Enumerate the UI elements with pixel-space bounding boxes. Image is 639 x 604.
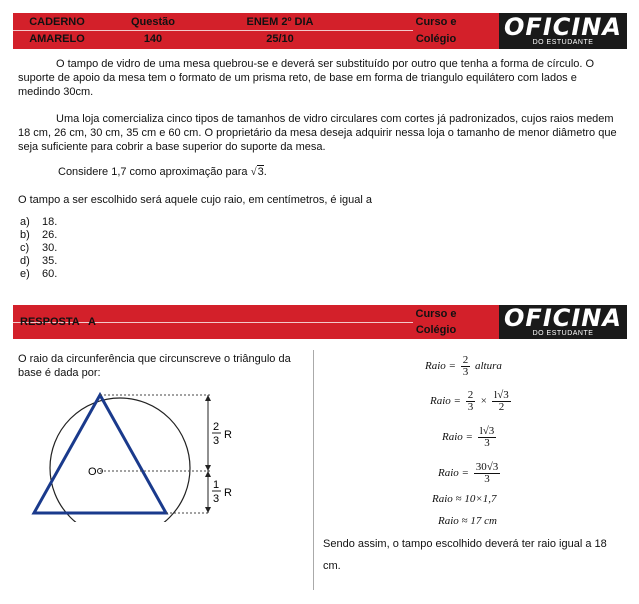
- header-caderno: CADERNO: [29, 16, 85, 28]
- arrow-mid-up: [205, 465, 211, 471]
- answer-curso: Curso e: [415, 308, 457, 320]
- header-divider: [13, 30, 413, 31]
- answer-label: RESPOSTA A: [20, 316, 96, 328]
- header-colegio: Colégio: [415, 33, 457, 45]
- solution-conclusion: Sendo assim, o tampo escolhido deverá ter raio igual a 18 cm.: [323, 538, 607, 572]
- option-d[interactable]: d) 35.: [20, 255, 58, 267]
- triangle-circle-figure: [20, 382, 280, 522]
- arrow-bottom: [205, 507, 211, 513]
- option-b[interactable]: b) 26.: [20, 229, 58, 241]
- bottom-fraction-var: R: [224, 487, 232, 499]
- header-curso: Curso e: [415, 16, 457, 28]
- option-a[interactable]: a) 18.: [20, 216, 58, 228]
- question-prompt: O tampo a ser escolhido será aquele cujo raio, em centímetros, é igual a: [18, 194, 373, 206]
- oficina-logo: OFICINA DO ESTUDANTE: [499, 13, 627, 49]
- header-questao-label: Questão: [130, 16, 175, 28]
- center-label: O: [88, 466, 97, 478]
- header-exam: ENEM 2º DIA: [246, 16, 314, 28]
- circumcircle: [50, 398, 190, 522]
- equation-3: Raio = $\frac{l√3}{3}$: [442, 425, 495, 449]
- header-date: 25/10: [266, 33, 294, 45]
- column-divider: [313, 350, 314, 590]
- equation-6: Raio ≈ 17 cm: [438, 515, 497, 527]
- option-e[interactable]: e) 60.: [20, 268, 58, 280]
- header-amarelo: AMARELO: [29, 33, 85, 45]
- arrow-mid-down: [205, 471, 211, 477]
- equation-5: Raio ≈ 10×1,7: [432, 493, 497, 505]
- option-c[interactable]: c) 30.: [20, 242, 58, 254]
- equation-1: Raio = $\frac{2}{3}$ altura: [425, 354, 502, 378]
- top-fraction-var: R: [224, 429, 232, 441]
- top-fraction-num: 2: [213, 421, 220, 433]
- top-fraction-den: 3: [213, 435, 220, 447]
- answer-colegio: Colégio: [415, 324, 457, 336]
- arrow-top: [205, 395, 211, 401]
- question-paragraph-2: Uma loja comercializa cinco tipos de tamanhos de vidro circulares com cortes já padronizados, cujos raios medem 18 cm, 26 cm, 30 cm, 35 cm e 60 cm. O proprietário da mesa deseja adquirir nessa loja o tamanho de menor diâmetro que seja suficiente para cobrir a base superior do suporte da mesa.: [18, 113, 617, 153]
- oficina-logo-answer: OFICINA DO ESTUDANTE: [499, 305, 627, 339]
- bottom-fraction-den: 3: [213, 493, 220, 505]
- bottom-fraction-num: 1: [213, 479, 220, 491]
- equation-2: Raio = $\frac{2}{3}$ × $\frac{l√3}{2}$: [430, 389, 509, 413]
- question-paragraph-1: O tampo de vidro de uma mesa quebrou-se e deverá ser substituído por outro que tenha a forma de círculo. O suporte de apoio da mesa tem o formato de um prisma reto, de base em forma de triangulo equilátero com lados e medindo 30cm.: [18, 58, 595, 98]
- header-questao-number: 140: [143, 33, 163, 45]
- solution-intro: O raio da circunferência que circunscreve o triângulo da base é dada por:: [18, 353, 291, 379]
- equilateral-triangle: [34, 395, 166, 513]
- consider-line: Considere 1,7 como aproximação para √3.: [58, 166, 267, 178]
- equation-4: Raio = $\frac{30√3}{3}$: [438, 461, 499, 485]
